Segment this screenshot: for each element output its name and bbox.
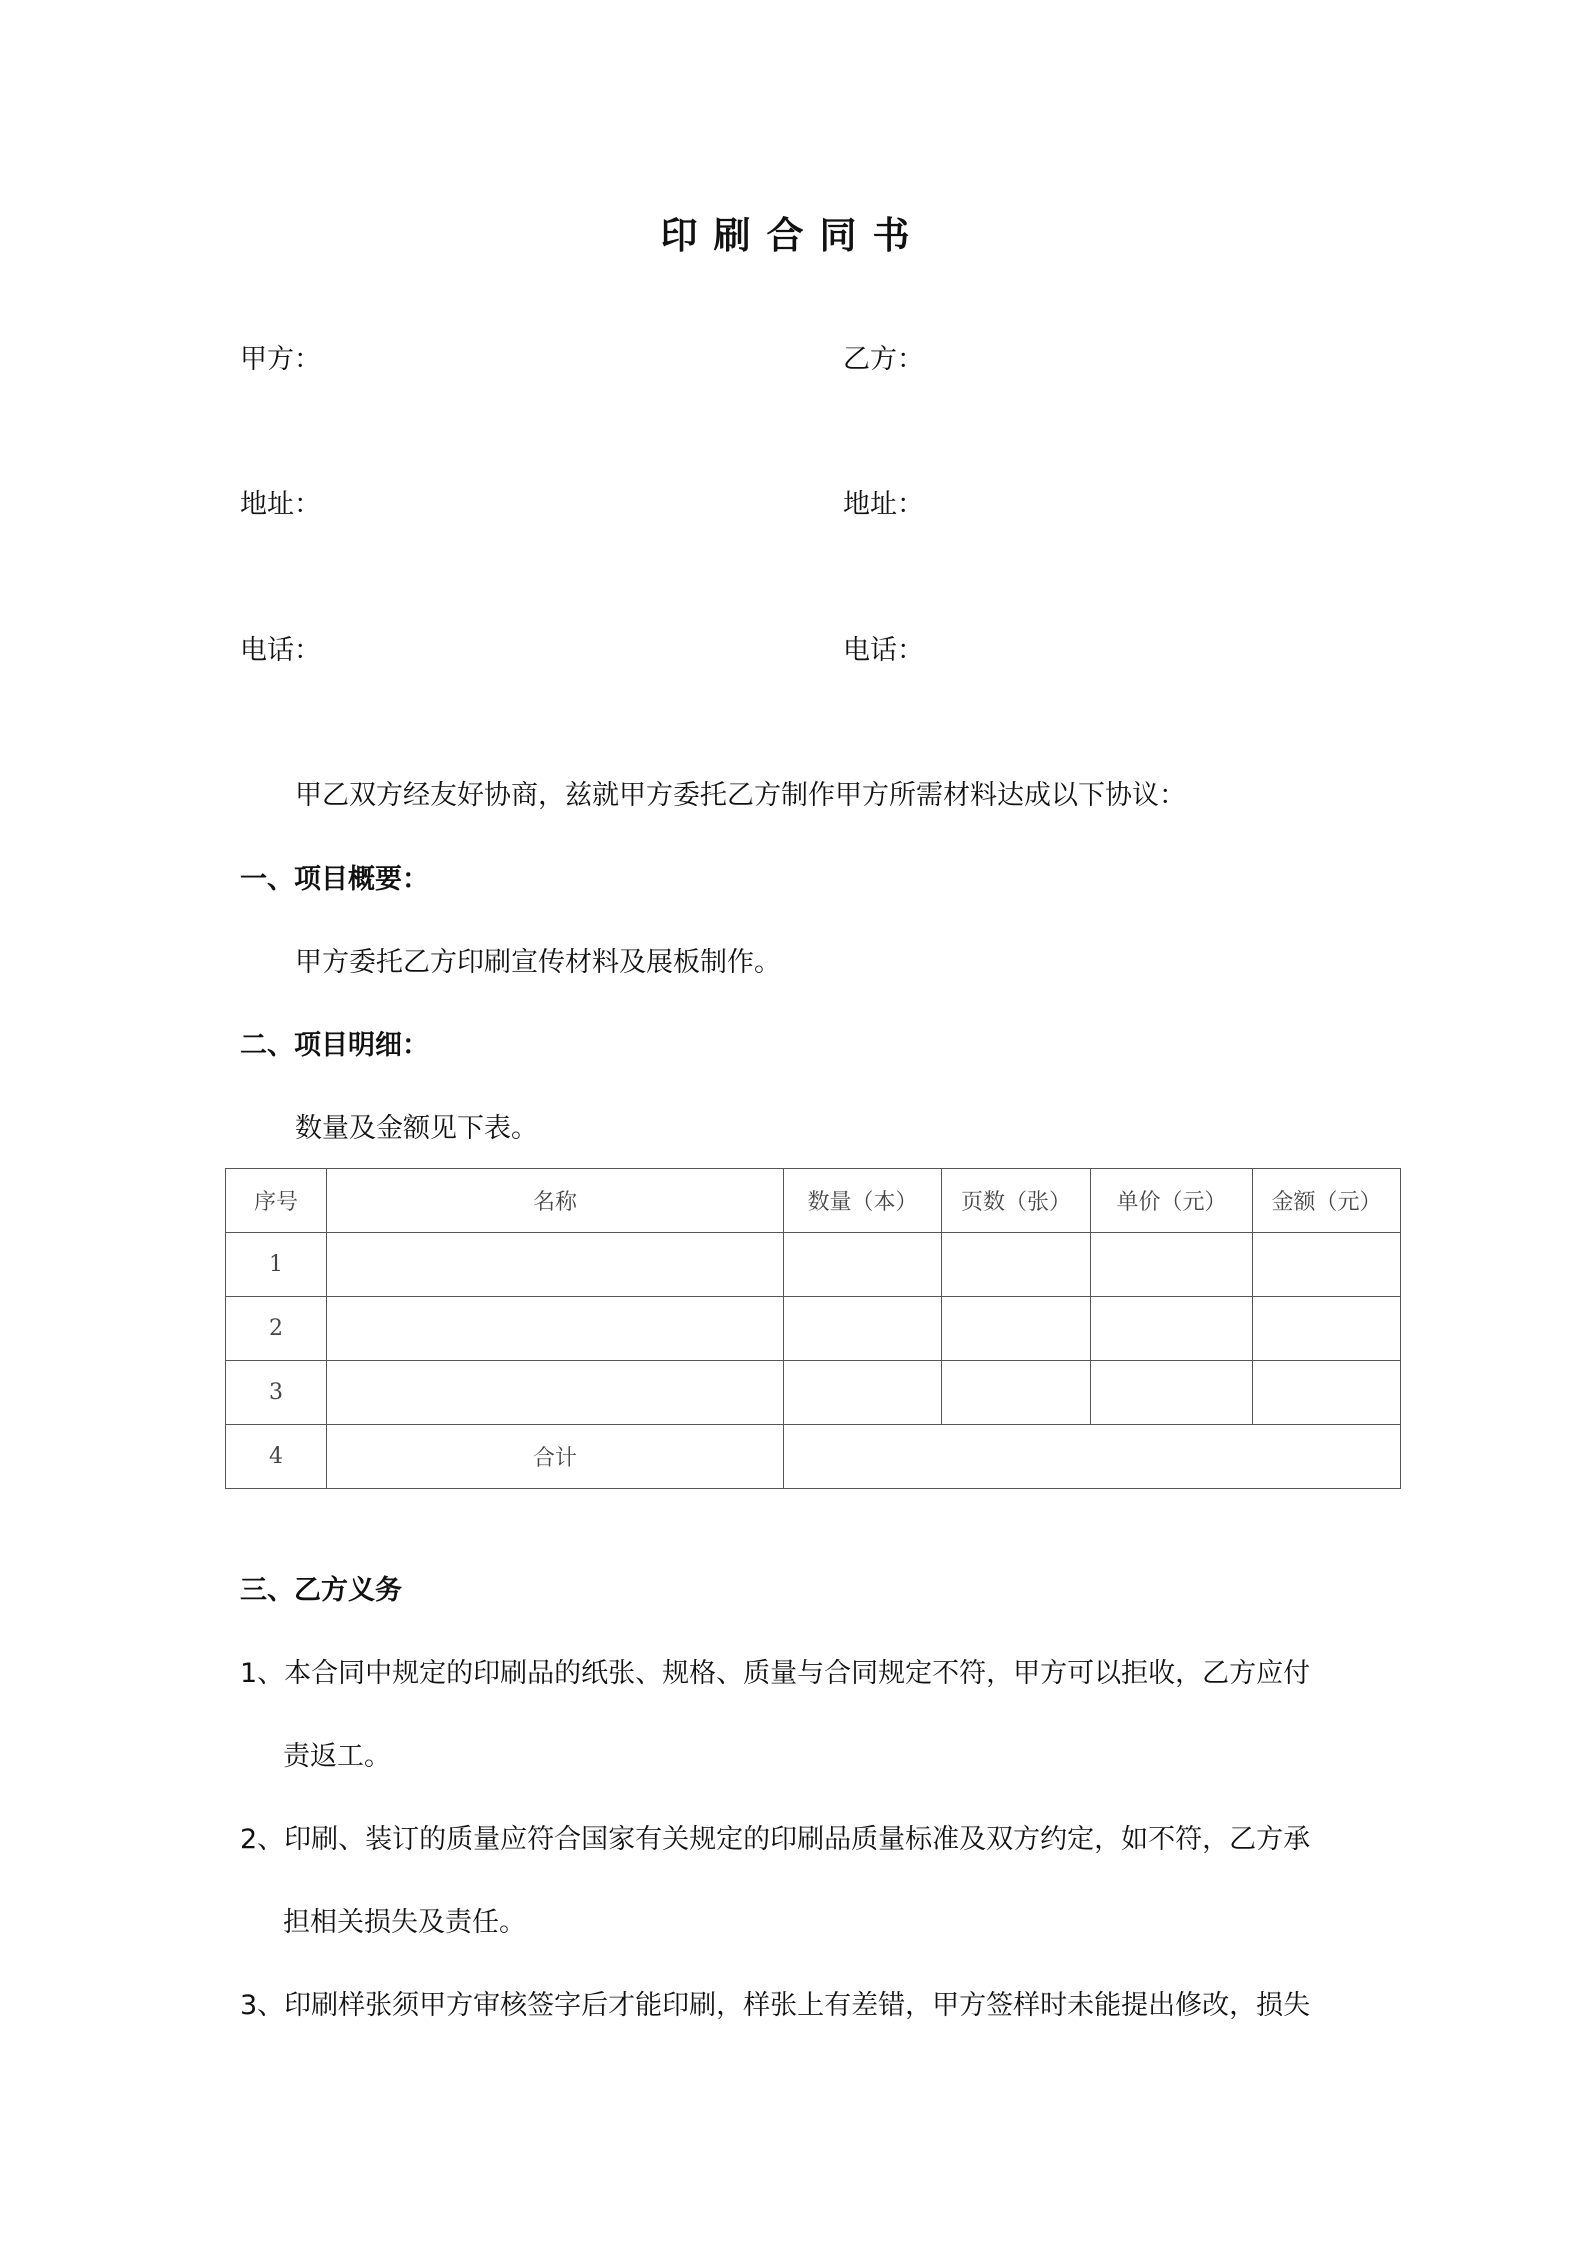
cell-name — [327, 1233, 784, 1297]
header-cell-price: 单价（元） — [1091, 1169, 1253, 1233]
cell-pages — [942, 1233, 1091, 1297]
cell-qty — [784, 1233, 942, 1297]
table-row — [226, 1233, 1401, 1297]
section1-body: 甲方委托乙方印刷宣传材料及展板制作。 — [295, 947, 781, 978]
cell-no: 2 — [226, 1297, 327, 1361]
party-a-name-label: 甲方： — [240, 344, 321, 375]
party-b-phone-label: 电话： — [843, 635, 924, 666]
total-value — [784, 1425, 1401, 1489]
obligation-item-1-line2: 责返工。 — [283, 1741, 391, 1772]
items-table — [225, 1168, 1401, 1489]
intro-paragraph: 甲乙双方经友好协商，兹就甲方委托乙方制作甲方所需材料达成以下协议： — [295, 780, 1186, 811]
section2-body: 数量及金额见下表。 — [295, 1113, 538, 1144]
header-cell-qty: 数量（本） — [784, 1169, 942, 1233]
cell-amount — [1253, 1297, 1401, 1361]
header-cell-pages: 页数（张） — [942, 1169, 1091, 1233]
party-a-phone-label: 电话： — [240, 635, 321, 666]
table-total-row — [226, 1425, 1401, 1489]
cell-no: 4 — [226, 1425, 327, 1489]
cell-qty — [784, 1361, 942, 1425]
table-row — [226, 1297, 1401, 1361]
section2-heading: 二、项目明细： — [240, 1030, 429, 1061]
header-cell-no: 序号 — [226, 1169, 327, 1233]
cell-amount — [1253, 1233, 1401, 1297]
cell-price — [1091, 1233, 1253, 1297]
document-title: 印刷合同书 — [660, 214, 926, 257]
party-b-name-label: 乙方： — [843, 344, 924, 375]
party-a-address-label: 地址： — [240, 489, 321, 520]
cell-name — [327, 1361, 784, 1425]
cell-amount — [1253, 1361, 1401, 1425]
cell-price — [1091, 1361, 1253, 1425]
table-row — [226, 1361, 1401, 1425]
obligation-item-2-line2: 担相关损失及责任。 — [283, 1907, 526, 1938]
obligation-item-3-line1: 3、印刷样张须甲方审核签字后才能印刷，样张上有差错，甲方签样时未能提出修改，损失 — [240, 1990, 1311, 2021]
cell-pages — [942, 1297, 1091, 1361]
header-cell-amount: 金额（元） — [1253, 1169, 1401, 1233]
cell-no: 3 — [226, 1361, 327, 1425]
cell-price — [1091, 1297, 1253, 1361]
table-header-row — [226, 1169, 1401, 1233]
party-b-address-label: 地址： — [843, 489, 924, 520]
cell-pages — [942, 1361, 1091, 1425]
total-label: 合计 — [327, 1425, 784, 1489]
section1-heading: 一、项目概要： — [240, 864, 429, 895]
obligation-item-1-line1: 1、本合同中规定的印刷品的纸张、规格、质量与合同规定不符，甲方可以拒收，乙方应付 — [240, 1658, 1311, 1689]
cell-no: 1 — [226, 1233, 327, 1297]
cell-qty — [784, 1297, 942, 1361]
section3-heading: 三、乙方义务 — [240, 1575, 402, 1606]
cell-name — [327, 1297, 784, 1361]
header-cell-name: 名称 — [327, 1169, 784, 1233]
obligation-item-2-line1: 2、印刷、装订的质量应符合国家有关规定的印刷品质量标准及双方约定，如不符，乙方承 — [240, 1824, 1311, 1855]
